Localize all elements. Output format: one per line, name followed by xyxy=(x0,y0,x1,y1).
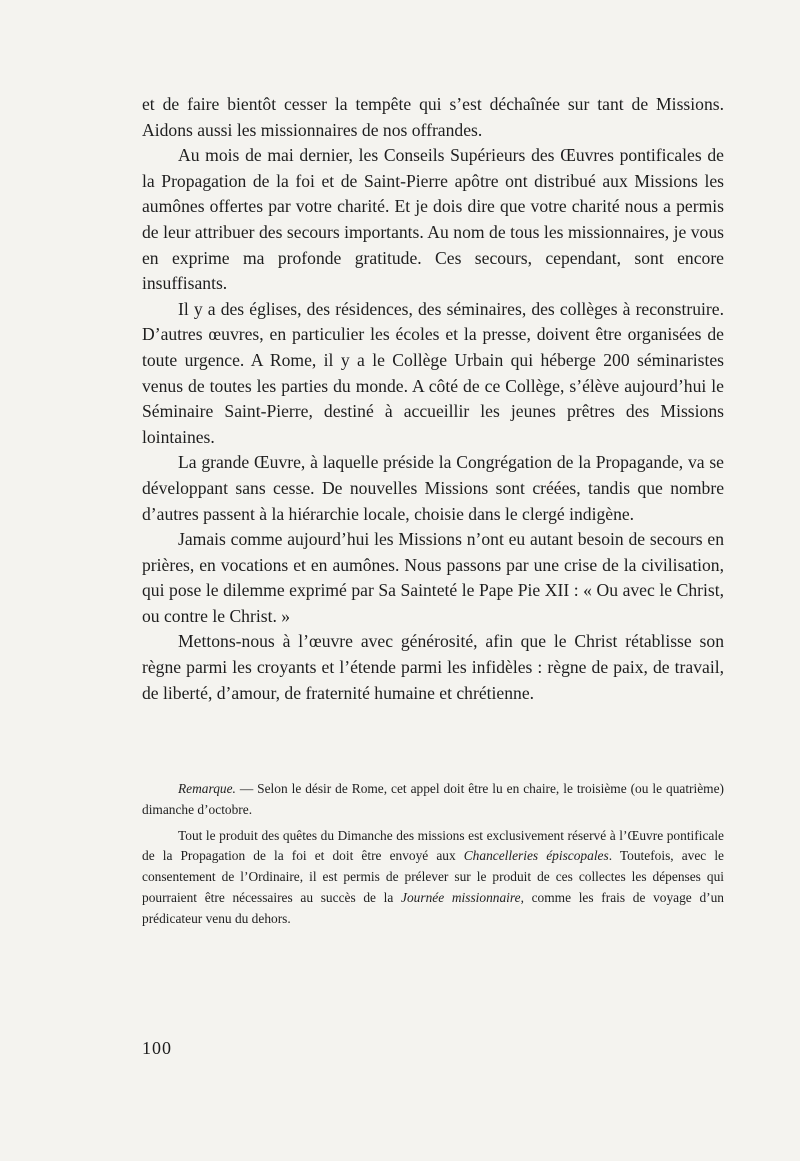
paragraph: Il y a des églises, des résidences, des séminaires, des collèges à reconstruire. D’autres œuvres, en particulier les écoles et la presse, doivent être organisées de toute urgence. A Rome, il y a le Collège Urbain qui héberge 200 séminaristes venus de toutes les parties du monde. A côté de ce Collège, s’élève aujourd’hui le Séminaire Saint-Pierre, destiné à accueillir les jeunes prêtres des Missions lointaines. xyxy=(142,298,724,447)
note-emphasis: Chancelleries épiscopales xyxy=(463,848,609,864)
remark-note xyxy=(142,779,724,821)
paragraph: et de faire bientôt cesser la tempête qui s’est déchaînée sur tant de Missions. Aidons aussi les missionnaires de nos offrandes. xyxy=(142,94,724,140)
note-text: , comme les frais de voyage d’un prédicateur venu du dehors. xyxy=(142,889,724,926)
footnotes xyxy=(142,779,724,935)
main-text xyxy=(142,92,724,706)
note-emphasis: Journée missionnaire xyxy=(401,889,521,905)
collection-note xyxy=(142,826,724,930)
note-text: . Toutefois, avec le consentement de l’Ordinaire, il est permis de prélever sur le produit de ces collectes les dépenses qui pourraient être nécessaires au succès de la xyxy=(142,848,725,905)
remark-text: — Selon le désir de Rome, cet appel doit être lu en chaire, le troisième (ou le quatrième) dimanche d’octobre. xyxy=(142,781,724,817)
paragraph: Au mois de mai dernier, les Conseils Supérieurs des Œuvres pontificales de la Propagation de la foi et de Saint-Pierre apôtre ont distribué aux Missions les aumônes offertes par votre charité. Et je dois dire que votre charité nous a permis de leur attribuer des secours importants. Au nom de tous les missionnaires, je vous en exprime ma profonde gratitude. Ces secours, cependant, sont encore insuffisants. xyxy=(142,145,724,294)
paragraph: La grande Œuvre, à laquelle préside la Congrégation de la Propagande, va se développant sans cesse. De nouvelles Missions sont créées, tandis que nombre d’autres passent à la hiérarchie locale, choisie dans le clergé indigène. xyxy=(142,452,724,524)
paragraph: Jamais comme aujourd’hui les Missions n’ont eu autant besoin de secours en prières, en vocations et en aumônes. Nous passons par une crise de la civilisation, qui pose le dilemme exprimé par Sa Sainteté le Pape Pie XII : « Ou avec le Christ, ou contre le Christ. » xyxy=(142,529,724,626)
paragraph: Mettons-nous à l’œuvre avec générosité, afin que le Christ rétablisse son règne parmi les croyants et l’étende parmi les infidèles : règne de paix, de travail, de liberté, d’amour, de fraternité humaine et chrétienne. xyxy=(142,631,724,703)
page-number: 100 xyxy=(142,1038,172,1058)
remark-label: Remarque. xyxy=(178,781,236,796)
note-text: Tout le produit des quêtes du Dimanche des missions est exclusivement réservé à l’Œuvre pontificale de la Propagation de la foi et doit être envoyé aux xyxy=(142,827,724,864)
